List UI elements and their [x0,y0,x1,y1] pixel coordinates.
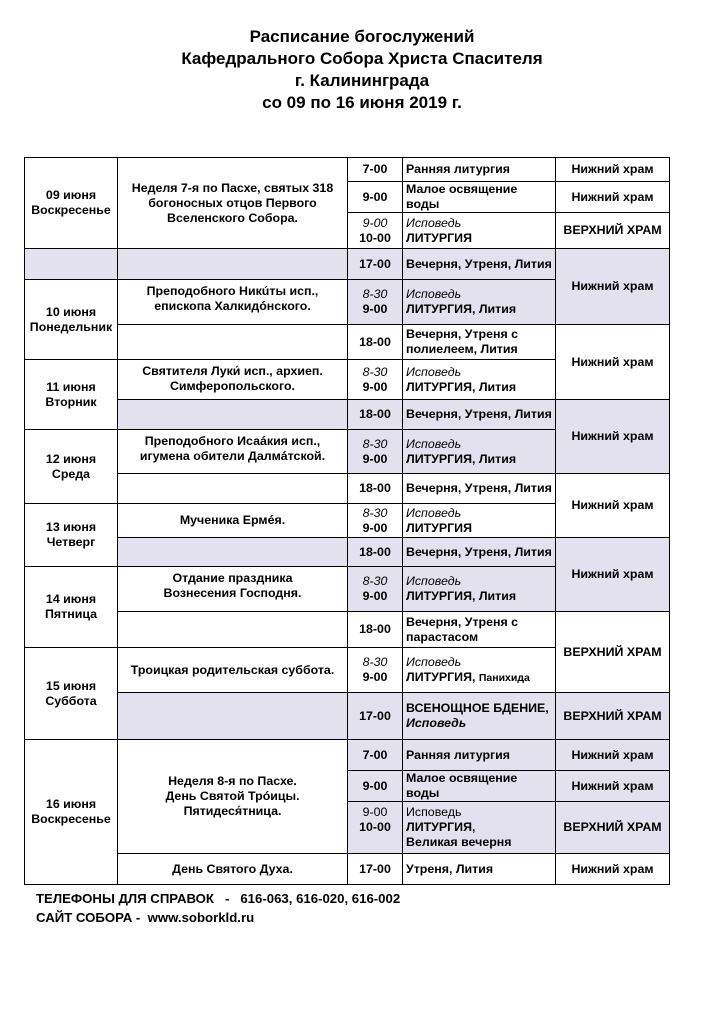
service-a: Вечерня, Утреня с [406,614,519,629]
feast-cell [118,567,348,612]
service-cell [403,325,556,360]
service-a: Исповедь [406,364,462,379]
service-c: Великая вечерня [406,835,512,849]
table-row [25,693,670,740]
time-cell [348,280,403,325]
time-cell [348,802,403,854]
empty-cell [118,474,348,504]
time-a: 8-30 [362,574,388,588]
empty-cell [25,249,118,280]
service-cell [403,802,556,854]
service-b: полиелеем, Лития [406,342,518,356]
title-line-4: со 09 по 16 июня 2019 г. [262,93,462,112]
feast-cell [118,740,348,854]
place-cell: Нижний храм [556,771,670,802]
time-cell [348,648,403,693]
time-cell [348,504,403,538]
time-b: 9-00 [362,670,388,684]
place-cell: Нижний храм [556,474,670,538]
place-cell: Нижний храм [556,854,670,885]
empty-cell [118,400,348,430]
service-a: Исповедь [406,505,462,520]
feast-cell [118,504,348,538]
table-row [25,474,670,504]
service-cell: Ранняя литургия [403,158,556,182]
time-a: 9-00 [362,215,388,230]
time-b: 9-00 [362,589,388,603]
feast-text: День Святого Духа. [172,861,293,876]
service-cell [403,648,556,693]
feast-cell [118,648,348,693]
service-b-note: Панихида [478,671,530,684]
day-weekday: Пятница [45,607,97,621]
day-cell [25,567,118,648]
service-cell [403,430,556,474]
feast-text: Троицкая родительская суббота. [130,662,335,677]
service-b: ЛИТУРГИЯ, [406,820,476,834]
service-cell [403,213,556,249]
service-cell: Вечерня, Утреня, Лития [403,538,556,567]
day-weekday: Вторник [45,394,97,409]
feast-text: Мученика Ермéя. [179,513,286,527]
feast-line-3: Пятидеся́тница. [183,804,282,818]
time-cell: 17-00 [348,249,403,280]
day-weekday: Воскресенье [31,203,111,217]
time-cell [348,213,403,249]
title-line-2: Кафедрального Собора Христа Спасителя [181,49,543,68]
service-cell [403,280,556,325]
service-cell [403,504,556,538]
feast-text: Преподобного Исаáкия исп., игумена обители Далмáтской. [139,434,326,463]
service-cell: Малое освящение воды [403,771,556,802]
place-cell: Нижний храм [556,182,670,213]
service-a: Исповедь [406,215,462,230]
day-date: 11 июня [46,379,96,394]
service-b: ЛИТУРГИЯ [406,230,472,245]
service-cell: Вечерня, Утреня, Лития [403,400,556,430]
service-a: ВСЕНОЩНОЕ БДЕНИЕ, [406,701,549,715]
time-cell: 7-00 [348,740,403,771]
time-a: 8-30 [362,655,388,669]
time-a: 9-00 [362,805,388,819]
table-row [25,400,670,430]
empty-cell [118,249,348,280]
empty-cell [118,612,348,648]
website-line: САЙТ СОБОРА - www.soborkld.ru [36,910,255,925]
place-cell: ВЕРХНИЙ ХРАМ [556,693,670,740]
table-row [25,538,670,567]
time-cell: 17-00 [348,854,403,885]
table-row [25,854,670,885]
day-cell [25,740,118,885]
day-cell [25,504,118,567]
day-date: 12 июня [45,451,97,466]
table-row [25,249,670,280]
service-cell [403,693,556,740]
feast-text: Неделя 7-я по Пасхе, святых 318 богоносных отцов Первого Вселенского Собора. [131,180,334,225]
empty-cell [118,693,348,740]
time-b: 9-00 [362,302,388,316]
place-cell: ВЕРХНИЙ ХРАМ [556,612,670,693]
time-cell [348,360,403,400]
service-cell [403,567,556,612]
time-b: 9-00 [362,520,388,535]
day-cell [25,360,118,430]
place-cell: ВЕРХНИЙ ХРАМ [556,802,670,854]
time-cell: 18-00 [348,325,403,360]
page-title [0,26,724,114]
day-cell [25,280,118,360]
time-cell: 18-00 [348,474,403,504]
title-line-3: г. Калининграда [294,71,430,90]
feast-cell [118,280,348,325]
time-b: 9-00 [362,379,388,394]
day-date: 14 июня [45,592,97,606]
table-row [25,158,670,182]
place-cell: ВЕРХНИЙ ХРАМ [556,213,670,249]
schedule-table [24,157,670,885]
time-cell: 18-00 [348,400,403,430]
day-cell [25,158,118,249]
feast-text: Преподобного Никúты исп., епископа Халкидóнского. [146,284,319,313]
time-a: 8-30 [362,287,388,301]
service-a: Исповедь [406,654,462,669]
phones-line: ТЕЛЕФОНЫ ДЛЯ СПРАВОК - 616-063, 616-020, 616-002 [36,891,401,906]
feast-cell [118,360,348,400]
time-b: 10-00 [359,230,391,245]
empty-cell [118,325,348,360]
place-cell: Нижний храм [556,158,670,182]
day-weekday: Понедельник [29,319,113,334]
service-cell: Утреня, Лития [403,854,556,885]
service-b: ЛИТУРГИЯ, Лития [406,451,517,466]
service-cell: Ранняя литургия [403,740,556,771]
service-cell: Малое освящение воды [403,182,556,213]
service-cell: Вечерня, Утреня, Лития [403,249,556,280]
service-cell [403,360,556,400]
service-a: Исповедь [406,287,462,301]
day-date: 16 июня [45,797,97,811]
day-cell [25,430,118,504]
place-cell: Нижний храм [556,249,670,325]
place-cell: Нижний храм [556,400,670,474]
service-b: ЛИТУРГИЯ, Лития [406,302,517,316]
service-b: парастасом [406,629,479,644]
service-b: ЛИТУРГИЯ, Лития [406,589,517,603]
day-weekday: Воскресенье [31,812,111,826]
day-date: 10 июня [45,304,97,319]
service-a: Вечерня, Утреня с [406,327,519,341]
time-b: 10-00 [359,820,391,834]
table-row [25,325,670,360]
service-b: Исповедь [406,716,467,730]
time-cell: 18-00 [348,612,403,648]
time-cell [348,430,403,474]
day-cell [25,648,118,740]
time-b: 9-00 [362,451,388,466]
feast-text: Святителя Луки́ исп., архиеп. Симферопольского. [142,364,323,393]
day-weekday: Четверг [46,535,96,549]
service-b: ЛИТУРГИЯ, Лития [406,379,517,394]
service-a: Исповедь [406,805,462,819]
footer [36,889,400,927]
time-cell: 7-00 [348,158,403,182]
table-row [25,612,670,648]
day-date: 15 июня [45,678,97,693]
service-b-main: ЛИТУРГИЯ, [406,669,476,684]
empty-cell [118,538,348,567]
place-cell: Нижний храм [556,325,670,400]
day-date: 13 июня [45,520,97,534]
time-cell: 9-00 [348,771,403,802]
time-cell: 17-00 [348,693,403,740]
time-cell [348,567,403,612]
service-b: ЛИТУРГИЯ [406,520,472,535]
place-cell: Нижний храм [556,538,670,612]
service-cell [403,612,556,648]
feast-cell [118,430,348,474]
service-b [406,670,552,686]
feast-text: Отдание праздника Вознесения Господня. [163,571,302,600]
service-cell: Вечерня, Утреня, Лития [403,474,556,504]
table-row [25,740,670,771]
day-weekday: Суббота [45,693,97,708]
time-cell: 9-00 [348,182,403,213]
time-a: 8-30 [362,505,388,520]
title-line-1: Расписание богослужений [249,27,475,46]
feast-cell [118,854,348,885]
time-cell: 18-00 [348,538,403,567]
place-cell: Нижний храм [556,740,670,771]
feast-line-2: День Святой Трóицы. [165,789,300,803]
service-a: Исповедь [406,436,462,451]
day-weekday: Среда [51,466,91,481]
feast-cell [118,158,348,249]
day-date: 09 июня [45,188,97,202]
service-a: Исповедь [406,574,462,588]
time-a: 8-30 [362,436,388,451]
time-a: 8-30 [362,364,388,379]
feast-line-1: Неделя 8-я по Пасхе. [168,774,297,788]
